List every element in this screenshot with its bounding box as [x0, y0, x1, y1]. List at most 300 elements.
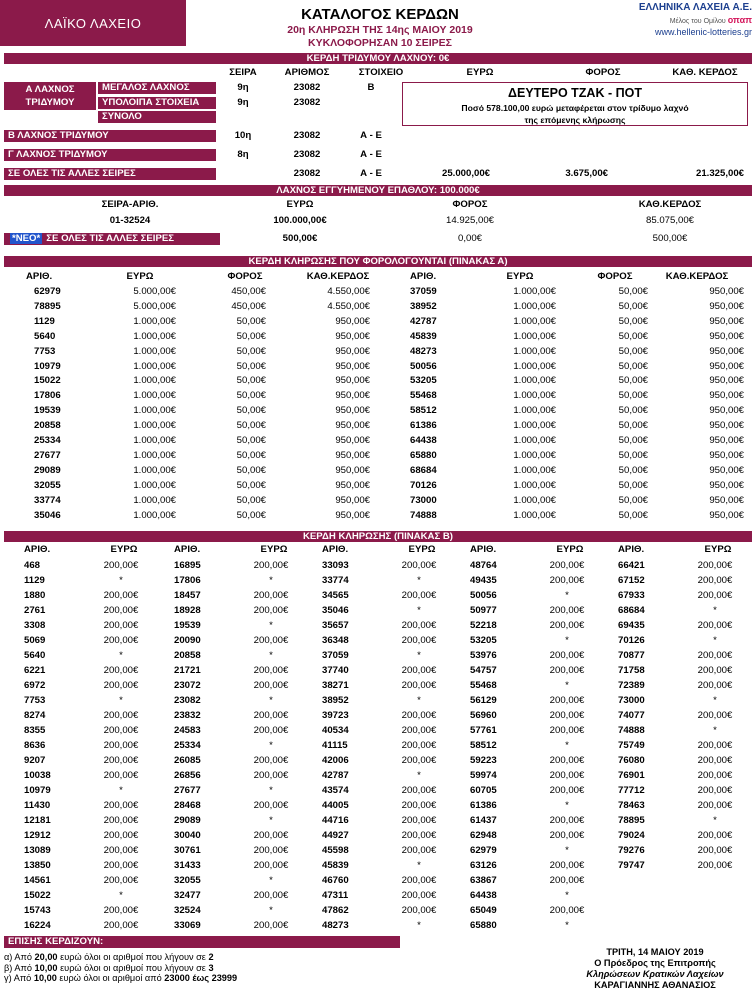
- tableb-number: 35657: [322, 620, 349, 631]
- tableb-header: ΑΡΙΘ.: [618, 544, 645, 555]
- triple-b-series: 10η: [234, 130, 252, 141]
- guaranteed-header: ΚΑΘ.ΚΕΡΔΟΣ: [638, 199, 702, 210]
- tablea-value: 1.000,00€: [133, 449, 176, 461]
- tablea-value: 1.000,00€: [513, 360, 556, 372]
- tablea-value: 50,00€: [618, 345, 648, 357]
- series-line: ΚΥΚΛΟΦΟΡΗΣΑΝ 10 ΣΕΙΡΕΣ: [308, 37, 452, 49]
- tablea-number: 50056: [410, 360, 437, 372]
- tableb-value: 200,00€: [697, 590, 733, 601]
- tablea-value: 950,00€: [335, 390, 370, 402]
- tableb-number: 13089: [24, 845, 51, 856]
- tablea-value: 950,00€: [709, 479, 744, 491]
- tableb-number: 36348: [322, 635, 349, 646]
- tablea-number: 73000: [410, 494, 437, 506]
- tableb-value: 200,00€: [401, 665, 437, 676]
- tablea-value: 50,00€: [236, 435, 266, 446]
- tableb-number: 15022: [24, 890, 51, 901]
- tablea-value: 450,00€: [231, 300, 266, 312]
- triple-a-row-label: ΜΕΓΑΛΟΣ ΛΑΧΝΟΣ: [98, 82, 216, 94]
- tableb-number: 50977: [470, 605, 497, 616]
- tablea-value: 50,00€: [236, 345, 266, 357]
- guaranteed-header: ΕΥΡΩ: [286, 199, 314, 210]
- tablea-number: 64438: [410, 435, 437, 446]
- tableb-number: 50056: [470, 590, 497, 601]
- tableb-value: 200,00€: [549, 875, 585, 886]
- tablea-value: 950,00€: [709, 464, 744, 476]
- tablea-value: 50,00€: [618, 494, 648, 506]
- tablea-value: 1.000,00€: [133, 315, 176, 327]
- tablea-value: 1.000,00€: [513, 390, 556, 402]
- tablea-number: 15022: [34, 375, 61, 387]
- tableb-number: 59223: [470, 755, 497, 766]
- tableb-value: 200,00€: [549, 605, 585, 616]
- tableb-value: 200,00€: [253, 725, 289, 736]
- neo-euro: 500,00€: [282, 233, 318, 244]
- tableb-value: 200,00€: [549, 725, 585, 736]
- tableb-number: 13850: [24, 860, 51, 871]
- tableb-number: 37740: [322, 665, 349, 676]
- tableb-number: 40534: [322, 725, 349, 736]
- triple-c-label: Γ ΛΑΧΝΟΣ ΤΡΙΔΥΜΟΥ: [4, 149, 216, 161]
- tableb-value: *: [565, 590, 569, 601]
- tableb-value: 200,00€: [103, 605, 139, 616]
- tablea-value: 950,00€: [709, 300, 744, 312]
- tablea-number: 38952: [410, 300, 437, 312]
- triple-all-element: Α - Ε: [360, 168, 382, 179]
- tableb-value: 200,00€: [697, 575, 733, 586]
- triple-a-number: 23082: [293, 82, 321, 93]
- tableb-value: 200,00€: [253, 605, 289, 616]
- tableb-value: 200,00€: [103, 560, 139, 571]
- tableb-number: 78895: [618, 815, 645, 826]
- tableb-number: 12181: [24, 815, 51, 826]
- tableb-value: 200,00€: [103, 830, 139, 841]
- tablea-value: 1.000,00€: [133, 509, 176, 521]
- tableb-number: 26085: [174, 755, 201, 766]
- tablea-value: 1.000,00€: [513, 330, 556, 342]
- tableb-value: 200,00€: [401, 740, 437, 751]
- tableb-value: *: [417, 860, 421, 871]
- tableb-number: 42006: [322, 755, 349, 766]
- tableb-number: 31433: [174, 860, 201, 871]
- tableb-value: 200,00€: [103, 680, 139, 691]
- tablea-number: 74888: [410, 509, 437, 521]
- tablea-value: 950,00€: [709, 375, 744, 387]
- tablea-number: 55468: [410, 390, 437, 402]
- tableb-number: 16224: [24, 920, 51, 931]
- neo-net: 500,00€: [652, 233, 688, 244]
- guaranteed-header: ΣΕΙΡΑ-ΑΡΙΘ.: [101, 199, 159, 210]
- tableb-value: *: [713, 695, 717, 706]
- tableb-number: 12912: [24, 830, 51, 841]
- tablea-value: 950,00€: [335, 375, 370, 387]
- tableb-value: *: [119, 575, 123, 586]
- tableb-number: 57761: [470, 725, 497, 736]
- tablea-value: 50,00€: [618, 300, 648, 312]
- tableb-value: 200,00€: [103, 905, 139, 916]
- tablea-value: 5.000,00€: [133, 286, 176, 297]
- tablea-value: 50,00€: [618, 330, 648, 342]
- triple-b-element: Α - Ε: [360, 130, 382, 141]
- tablea-value: 950,00€: [709, 315, 744, 327]
- brand-block: [612, 2, 752, 37]
- logo-banner: [0, 0, 186, 46]
- tablea-value: 50,00€: [618, 449, 648, 461]
- tablea-number: 20858: [34, 420, 61, 432]
- tablea-value: 950,00€: [709, 330, 744, 342]
- tableb-value: 200,00€: [103, 770, 139, 781]
- tableb-number: 58512: [470, 740, 497, 751]
- tableb-number: 43574: [322, 785, 349, 796]
- tableb-value: *: [565, 800, 569, 811]
- tableb-number: 23832: [174, 710, 201, 721]
- tablea-value: 950,00€: [335, 360, 370, 372]
- tableb-value: 200,00€: [697, 860, 733, 871]
- tableb-number: 10038: [24, 770, 51, 781]
- tableb-value: 200,00€: [549, 665, 585, 676]
- tableb-value: 200,00€: [549, 815, 585, 826]
- tablea-value: 950,00€: [709, 435, 744, 446]
- tableb-value: 200,00€: [253, 860, 289, 871]
- neo-label: ΣΕ ΟΛΕΣ ΤΙΣ ΑΛΛΕΣ ΣΕΙΡΕΣ: [46, 233, 175, 244]
- triple-a-element: Β: [367, 82, 375, 93]
- triple-header: ΕΥΡΩ: [466, 67, 494, 78]
- tablea-value: 950,00€: [335, 464, 370, 476]
- tableb-value: *: [269, 695, 273, 706]
- tableb-number: 33093: [322, 560, 349, 571]
- tableb-number: 44716: [322, 815, 349, 826]
- tablea-value: 50,00€: [236, 464, 266, 476]
- tableb-number: 25334: [174, 740, 201, 751]
- footer-line-amount: 10,00: [34, 962, 58, 973]
- tablea-number: 78895: [34, 300, 61, 312]
- tableb-value: *: [417, 695, 421, 706]
- tablea-value: 950,00€: [709, 420, 744, 432]
- tablea-value: 950,00€: [335, 449, 370, 461]
- tableb-number: 73000: [618, 695, 645, 706]
- footer-line-end: 23000 έως 23999: [164, 973, 238, 983]
- tablea-value: 1.000,00€: [513, 479, 556, 491]
- tableb-number: 3308: [24, 620, 46, 631]
- guaranteed-bar: ΛΑΧΝΟΣ ΕΓΓΥΗΜΕΝΟΥ ΕΠΑΘΛΟΥ: 100.000€: [4, 185, 752, 196]
- tablea-value: 950,00€: [335, 435, 370, 446]
- tableb-number: 5640: [24, 650, 46, 661]
- tableb-value: 200,00€: [697, 710, 733, 721]
- triple-c-number: 23082: [293, 149, 321, 160]
- tablea-value: 50,00€: [618, 390, 648, 402]
- tableb-number: 69435: [618, 620, 645, 631]
- tableb-value: *: [417, 770, 421, 781]
- jackpot-title: ΔΕΥΤΕΡΟ ΤΖΑΚ - ΠΟΤ: [508, 86, 642, 100]
- tablea-value: 50,00€: [618, 286, 648, 297]
- tablea-value: 1.000,00€: [513, 494, 556, 506]
- tableb-number: 46760: [322, 875, 349, 886]
- tableb-number: 53976: [470, 650, 497, 661]
- tableb-header: ΑΡΙΘ.: [322, 544, 349, 555]
- footer-line: [4, 963, 237, 974]
- tablea-header: ΕΥΡΩ: [506, 271, 534, 282]
- tableb-value: 200,00€: [401, 785, 437, 796]
- tablea-number: 37059: [410, 286, 437, 297]
- tableb-value: *: [713, 725, 717, 736]
- tableb-value: 200,00€: [103, 590, 139, 601]
- tableb-number: 33069: [174, 920, 201, 931]
- tableb-number: 1880: [24, 590, 46, 601]
- footer-line: [4, 952, 237, 963]
- tableb-number: 65049: [470, 905, 497, 916]
- tableb-number: 21721: [174, 665, 201, 676]
- tablea-value: 50,00€: [618, 375, 648, 387]
- tableb-number: 17806: [174, 575, 201, 586]
- tablea-value: 450,00€: [231, 286, 266, 297]
- footer-extra-prizes: [4, 952, 237, 984]
- triple-b-label: Β ΛΑΧΝΟΣ ΤΡΙΔΥΜΟΥ: [4, 130, 216, 142]
- footer-sig-3: ΚΑΡΑΓΙΑΝΝΗΣ ΑΘΑΝΑΣΙΟΣ: [594, 980, 716, 990]
- tablea-number: 58512: [410, 405, 437, 417]
- neo-tax: 0,00€: [457, 233, 482, 244]
- tableb-value: 200,00€: [103, 635, 139, 646]
- tableb-value: *: [713, 635, 717, 646]
- tableb-number: 7753: [24, 695, 46, 706]
- tableb-value: *: [565, 890, 569, 901]
- tableb-number: 71758: [618, 665, 645, 676]
- tableb-value: 200,00€: [103, 920, 139, 931]
- tableb-number: 67933: [618, 590, 645, 601]
- tablea-value: 950,00€: [335, 405, 370, 417]
- triple-all-label: ΣΕ ΟΛΕΣ ΤΙΣ ΑΛΛΕΣ ΣΕΙΡΕΣ: [4, 168, 216, 180]
- tableb-number: 24583: [174, 725, 201, 736]
- tableb-value: 200,00€: [697, 755, 733, 766]
- tableb-value: *: [269, 815, 273, 826]
- tablea-number: 33774: [34, 494, 61, 506]
- tablea-number: 68684: [410, 464, 437, 476]
- tableb-value: 200,00€: [549, 905, 585, 916]
- tableb-number: 23082: [174, 695, 201, 706]
- tableb-number: 39723: [322, 710, 349, 721]
- triple-header: ΣΤΟΙΧΕΙΟ: [358, 67, 404, 78]
- tableb-value: 200,00€: [401, 620, 437, 631]
- tablea-value: 50,00€: [236, 449, 266, 461]
- triple-b-number: 23082: [293, 130, 321, 141]
- tableb-number: 1129: [24, 575, 45, 586]
- footer-date: ΤΡΙΤΗ, 14 ΜΑΙΟΥ 2019: [606, 947, 704, 957]
- tablea-bar: ΚΕΡΔΗ ΚΛΗΡΩΣΗΣ ΠΟΥ ΦΟΡΟΛΟΓΟΥΝΤΑΙ (ΠΙΝΑΚΑΣ Α): [4, 256, 752, 267]
- tableb-value: 200,00€: [697, 620, 733, 631]
- tablea-value: 50,00€: [236, 420, 266, 432]
- jackpot-note-1: Ποσό 578.100,00 ευρώ μεταφέρεται στον τρίδυμο λαχνό: [461, 103, 689, 113]
- tableb-value: 200,00€: [253, 920, 289, 931]
- tableb-number: 61386: [470, 800, 497, 811]
- tablea-value: 950,00€: [709, 494, 744, 506]
- triple-a-row-label: ΥΠΟΛΟΙΠΑ ΣΤΟΙΧΕΙΑ: [98, 97, 216, 109]
- tableb-value: 200,00€: [697, 770, 733, 781]
- tableb-value: 200,00€: [103, 725, 139, 736]
- tableb-value: 200,00€: [401, 800, 437, 811]
- tableb-number: 20090: [174, 635, 201, 646]
- tablea-value: 50,00€: [618, 464, 648, 476]
- tableb-value: *: [565, 740, 569, 751]
- tableb-number: 38952: [322, 695, 349, 706]
- tableb-value: 200,00€: [549, 860, 585, 871]
- guaranteed-id: 01-32524: [109, 215, 151, 226]
- tableb-header: ΕΥΡΩ: [556, 544, 584, 555]
- a-label-2: ΤΡΙΔΥΜΟΥ: [25, 97, 75, 108]
- tableb-value: 200,00€: [103, 860, 139, 871]
- tablea-value: 950,00€: [709, 345, 744, 357]
- tablea-value: 50,00€: [618, 420, 648, 432]
- tableb-number: 70126: [618, 635, 645, 646]
- a-label-1: Α ΛΑΧΝΟΣ: [25, 84, 75, 95]
- tableb-number: 8274: [24, 710, 46, 721]
- tableb-value: 200,00€: [549, 575, 585, 586]
- tablea-value: 950,00€: [335, 345, 370, 357]
- tableb-number: 26856: [174, 770, 201, 781]
- tableb-number: 11430: [24, 800, 51, 811]
- footer-bar: ΕΠΙΣΗΣ ΚΕΡΔΙΖΟΥΝ:: [4, 936, 400, 948]
- tableb-number: 68684: [618, 605, 645, 616]
- tableb-value: 200,00€: [401, 875, 437, 886]
- tableb-number: 37059: [322, 650, 349, 661]
- tablea-value: 50,00€: [236, 494, 266, 506]
- tablea-value: 50,00€: [618, 479, 648, 491]
- tableb-number: 48764: [470, 560, 497, 571]
- tableb-header: ΕΥΡΩ: [408, 544, 436, 555]
- tablea-value: 50,00€: [236, 479, 266, 491]
- tableb-header: ΑΡΙΘ.: [24, 544, 51, 555]
- tableb-value: *: [119, 695, 123, 706]
- tableb-number: 19539: [174, 620, 201, 631]
- tablea-value: 4.550,00€: [327, 286, 370, 297]
- a-label-block: [4, 82, 96, 110]
- tableb-number: 52218: [470, 620, 497, 631]
- tableb-number: 74077: [618, 710, 645, 721]
- tableb-number: 34565: [322, 590, 349, 601]
- tableb-value: *: [269, 740, 273, 751]
- tablea-value: 950,00€: [709, 405, 744, 417]
- tablea-value: 50,00€: [236, 360, 266, 372]
- tableb-value: 200,00€: [549, 650, 585, 661]
- tablea-value: 4.550,00€: [327, 300, 370, 312]
- jackpot-box: [402, 82, 748, 126]
- tablea-number: 61386: [410, 420, 437, 432]
- tablea-number: 1129: [34, 315, 55, 327]
- footer-line-pre: β) Από: [4, 962, 35, 973]
- tableb-number: 8636: [24, 740, 46, 751]
- triple-a-row-label: ΣΥΝΟΛΟ: [98, 111, 216, 123]
- tableb-value: 200,00€: [697, 650, 733, 661]
- tableb-value: *: [119, 785, 123, 796]
- tableb-value: 200,00€: [253, 710, 289, 721]
- tablea-value: 1.000,00€: [133, 345, 176, 357]
- footer-line-amount: 20,00: [34, 952, 58, 962]
- tablea-value: 1.000,00€: [513, 405, 556, 417]
- tableb-value: 200,00€: [401, 635, 437, 646]
- tableb-value: 200,00€: [253, 755, 289, 766]
- tableb-number: 42787: [322, 770, 349, 781]
- tablea-number: 65880: [410, 449, 437, 461]
- tableb-number: 70877: [618, 650, 645, 661]
- tableb-value: 200,00€: [697, 560, 733, 571]
- tableb-value: *: [119, 650, 123, 661]
- tablea-value: 1.000,00€: [133, 360, 176, 372]
- tableb-number: 32477: [174, 890, 201, 901]
- tablea-value: 5.000,00€: [133, 300, 176, 312]
- tablea-value: 950,00€: [709, 449, 744, 461]
- tableb-value: *: [713, 815, 717, 826]
- tableb-value: *: [269, 575, 273, 586]
- tableb-value: *: [713, 605, 717, 616]
- tablea-value: 50,00€: [618, 435, 648, 446]
- tablea-value: 1.000,00€: [133, 390, 176, 402]
- tableb-number: 79276: [618, 845, 645, 856]
- tablea-value: 950,00€: [709, 360, 744, 372]
- tablea-number: 42787: [410, 315, 437, 327]
- guaranteed-net: 85.075,00€: [645, 215, 694, 226]
- tablea-value: 1.000,00€: [513, 375, 556, 387]
- tablea-value: 950,00€: [335, 330, 370, 342]
- tableb-number: 53205: [470, 635, 497, 646]
- footer-line-mid: ευρώ όλοι οι αριθμοί που λήγουν σε: [57, 962, 209, 973]
- tableb-number: 6221: [24, 665, 46, 676]
- tableb-number: 78463: [618, 800, 645, 811]
- tableb-value: *: [269, 620, 273, 631]
- footer-sig-1: Ο Πρόεδρος της Επιτροπής: [594, 958, 716, 968]
- tableb-number: 2761: [24, 605, 46, 616]
- tablea-value: 1.000,00€: [133, 375, 176, 387]
- brand-tagline: [612, 15, 752, 25]
- tableb-value: 200,00€: [253, 890, 289, 901]
- guaranteed-header: ΦΟΡΟΣ: [452, 199, 488, 210]
- tableb-value: *: [269, 650, 273, 661]
- guaranteed-euro: 100.000,00€: [273, 215, 327, 226]
- tableb-number: 62948: [470, 830, 497, 841]
- tableb-value: 200,00€: [401, 815, 437, 826]
- tableb-value: 200,00€: [103, 710, 139, 721]
- tablea-value: 1.000,00€: [513, 464, 556, 476]
- tableb-value: 200,00€: [697, 665, 733, 676]
- tableb-value: 200,00€: [103, 800, 139, 811]
- tableb-number: 6972: [24, 680, 46, 691]
- tableb-value: *: [565, 680, 569, 691]
- tableb-number: 72389: [618, 680, 645, 691]
- tablea-number: 7753: [34, 345, 56, 357]
- footer-line-end: 3: [208, 962, 214, 973]
- tableb-value: 200,00€: [401, 710, 437, 721]
- tablea-value: 50,00€: [236, 405, 266, 417]
- triple-header: ΣΕΙΡΑ: [229, 67, 257, 78]
- tableb-value: 200,00€: [697, 830, 733, 841]
- tablea-value: 1.000,00€: [513, 420, 556, 432]
- tableb-number: 32055: [174, 875, 201, 886]
- tableb-number: 79747: [618, 860, 645, 871]
- tableb-value: 200,00€: [549, 770, 585, 781]
- tablea-number: 27677: [34, 449, 61, 461]
- tablea-header: ΑΡΙΘ.: [26, 271, 53, 282]
- triple-c-element: Α - Ε: [360, 149, 382, 160]
- tableb-number: 8355: [24, 725, 46, 736]
- tableb-number: 63126: [470, 860, 497, 871]
- neo-badge: *ΝΕΟ*: [12, 233, 41, 244]
- tableb-number: 47311: [322, 890, 349, 901]
- tablea-value: 1.000,00€: [133, 435, 176, 446]
- tableb-number: 30761: [174, 845, 201, 856]
- tablea-value: 950,00€: [709, 390, 744, 402]
- tableb-number: 75749: [618, 740, 645, 751]
- tablea-header: ΑΡΙΘ.: [410, 271, 437, 282]
- tablea-value: 1.000,00€: [513, 315, 556, 327]
- tablea-value: 1.000,00€: [133, 330, 176, 342]
- tableb-number: 10979: [24, 785, 51, 796]
